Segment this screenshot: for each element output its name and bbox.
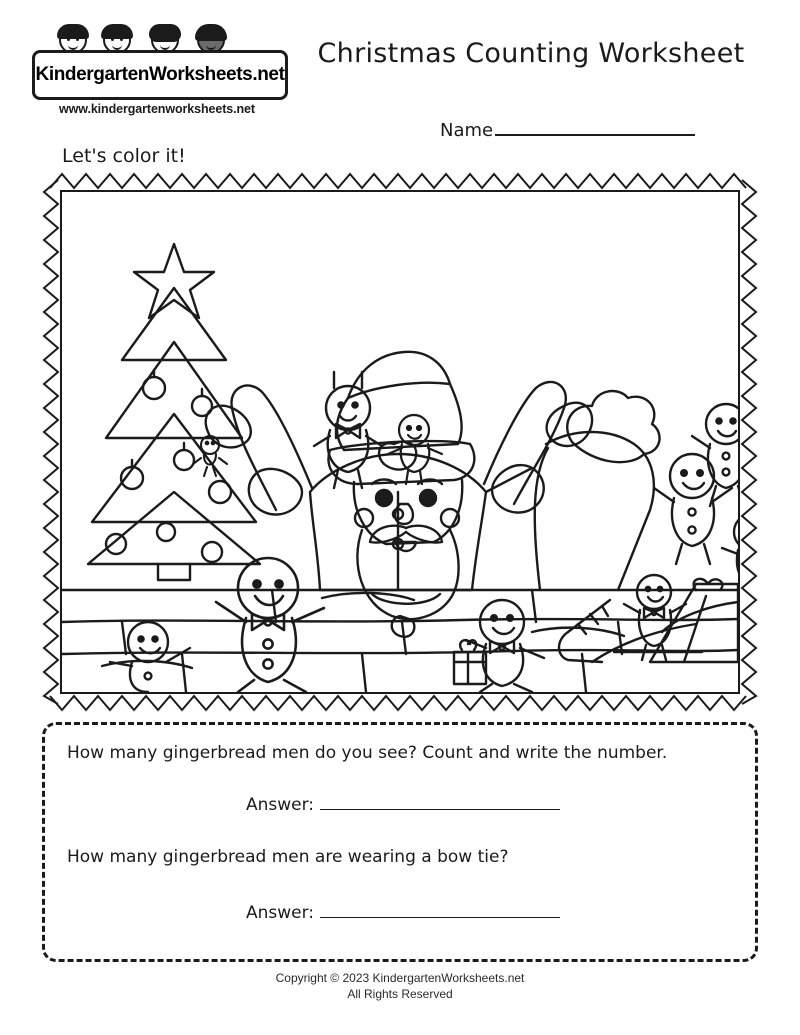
answer-1-input[interactable] — [320, 796, 560, 810]
logo-wordmark — [32, 50, 288, 100]
coloring-picture — [60, 190, 740, 694]
logo-word-worksheets: Worksheets — [148, 64, 253, 85]
page-header — [0, 0, 800, 167]
name-label: Name — [440, 120, 494, 141]
section-label: Let's color it! — [62, 145, 186, 167]
questions-box — [42, 722, 758, 962]
site-url: www.kindergartenworksheets.net — [59, 102, 255, 116]
question-2-text: How many gingerbread men are wearing a bow tie? — [67, 847, 509, 867]
christmas-scene-lineart — [62, 192, 738, 692]
logo-word-kindergarten: Kindergarten — [35, 64, 149, 85]
name-input[interactable] — [495, 120, 695, 136]
page-title: Christmas Counting Worksheet — [317, 38, 745, 69]
answer-row-2 — [45, 903, 761, 923]
answer-row-1 — [45, 795, 761, 815]
answer-2-label: Answer: — [245, 903, 315, 923]
site-logo[interactable] — [18, 18, 285, 130]
answer-1-label: Answer: — [245, 795, 315, 815]
rights-text: All Rights Reserved — [347, 987, 453, 1001]
question-1-text: How many gingerbread men do you see? Count and write the number. — [67, 743, 668, 763]
name-field-row — [440, 120, 760, 141]
logo-badge — [32, 24, 285, 98]
coloring-picture-area — [42, 172, 758, 712]
answer-2-input[interactable] — [320, 904, 560, 918]
logo-word-dotnet: .net — [252, 64, 285, 85]
page-footer — [0, 970, 800, 1002]
copyright-text: Copyright © 2023 KindergartenWorksheets.net — [275, 971, 525, 985]
